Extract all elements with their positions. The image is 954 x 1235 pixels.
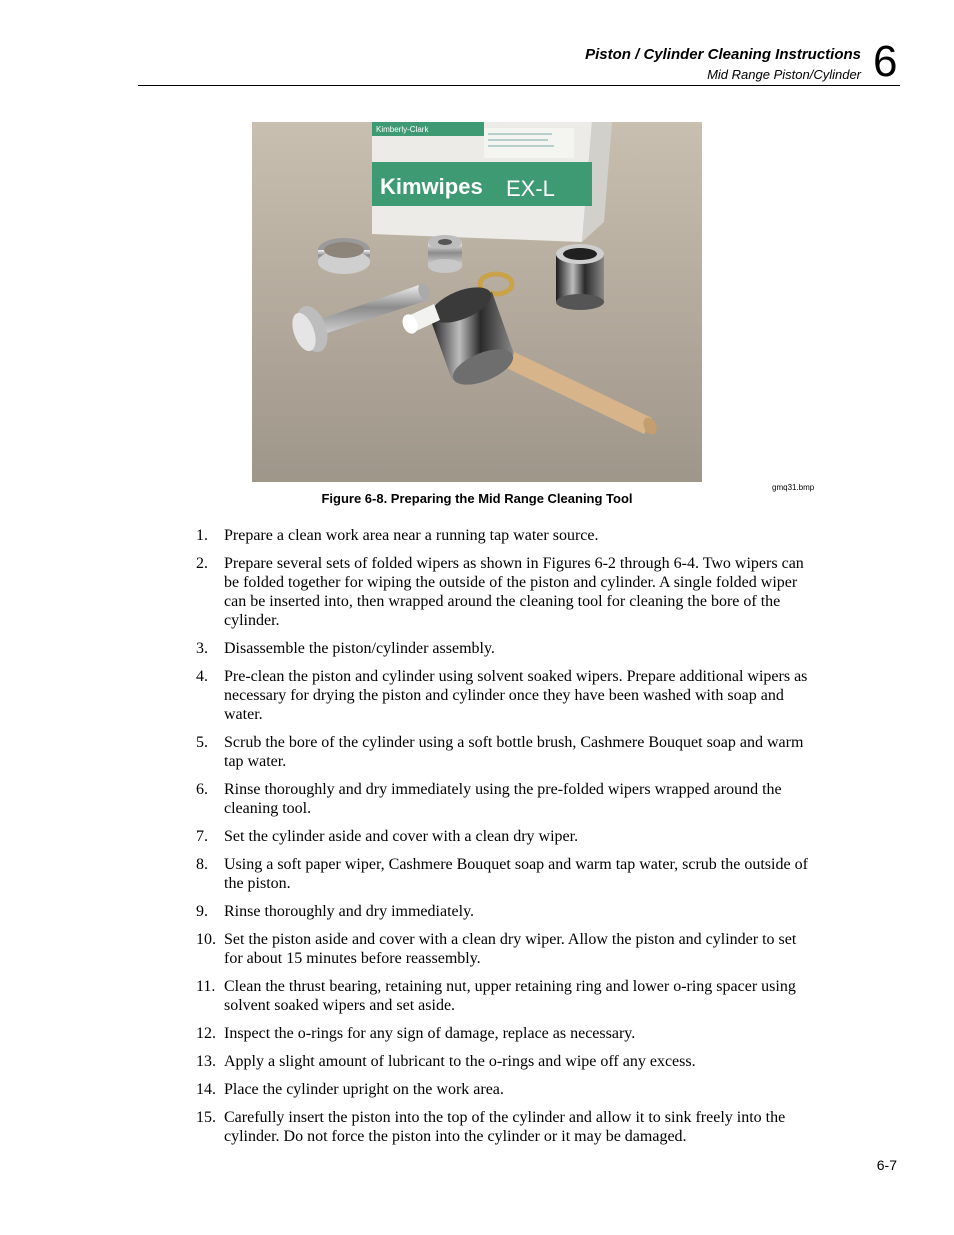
header-title: Piston / Cylinder Cleaning Instructions — [585, 46, 861, 63]
step-number: 12. — [196, 1025, 216, 1042]
step-text: Disassemble the piston/cylinder assembly. — [224, 640, 495, 657]
step-text: Apply a slight amount of lubricant to the o-rings and wipe off any excess. — [224, 1053, 696, 1070]
step-number: 9. — [196, 903, 208, 920]
list-item — [196, 855, 814, 893]
instruction-list — [196, 526, 814, 1155]
step-text: Scrub the bore of the cylinder using a soft bottle brush, Cashmere Bouquet soap and warm tap water. — [224, 734, 804, 770]
step-text: Inspect the o-rings for any sign of damage, replace as necessary. — [224, 1025, 636, 1042]
chapter-number: 6 — [873, 37, 898, 86]
list-item — [196, 902, 814, 921]
step-text: Prepare a clean work area near a running tap water source. — [224, 527, 599, 544]
step-text: Set the piston aside and cover with a clean dry wiper. Allow the piston and cylinder to set for about 15 minutes before reassembly. — [224, 931, 797, 967]
retaining-nut — [428, 235, 462, 273]
box-product: Kimwipes — [380, 174, 483, 199]
list-item — [196, 1024, 814, 1043]
step-text: Clean the thrust bearing, retaining nut, upper retaining ring and lower o-ring spacer using solvent soaked wipers and set aside. — [224, 978, 796, 1014]
step-text: Rinse thoroughly and dry immediately using the pre-folded wipers wrapped around the cleaning tool. — [224, 781, 782, 817]
list-item — [196, 1108, 814, 1146]
step-text: Place the cylinder upright on the work area. — [224, 1081, 504, 1098]
step-number: 5. — [196, 734, 208, 751]
step-number: 13. — [196, 1053, 216, 1070]
list-item — [196, 827, 814, 846]
step-number: 7. — [196, 828, 208, 845]
step-number: 1. — [196, 527, 208, 544]
step-number: 6. — [196, 781, 208, 798]
list-item — [196, 667, 814, 724]
step-number: 11. — [196, 978, 216, 995]
list-item — [196, 554, 814, 630]
list-item — [196, 733, 814, 771]
box-model: EX-L — [506, 176, 555, 201]
cylinder-sleeve — [556, 244, 604, 310]
box-brand: Kimberly-Clark — [376, 125, 429, 134]
header-subtitle: Mid Range Piston/Cylinder — [707, 67, 861, 82]
list-item — [196, 1080, 814, 1099]
list-item — [196, 977, 814, 1015]
retaining-ring — [318, 238, 370, 274]
step-number: 10. — [196, 931, 216, 948]
figure-photo — [252, 122, 702, 482]
step-text: Using a soft paper wiper, Cashmere Bouquet soap and warm tap water, scrub the outside of the piston. — [224, 856, 808, 892]
step-number: 4. — [196, 668, 208, 685]
step-text: Prepare several sets of folded wipers as shown in Figures 6-2 through 6-4. Two wipers can be folded together for wiping the outside of the piston and cylinder. A single folded wiper can be inserted into, then wrapped around the cleaning tool for cleaning the bore of the cylinder. — [224, 555, 804, 629]
step-number: 2. — [196, 555, 208, 572]
figure-caption: Figure 6-8. Preparing the Mid Range Cleaning Tool — [321, 491, 633, 506]
step-text: Rinse thoroughly and dry immediately. — [224, 903, 475, 920]
list-item — [196, 639, 814, 658]
step-number: 14. — [196, 1081, 216, 1098]
step-text: Set the cylinder aside and cover with a clean dry wiper. — [224, 828, 579, 845]
list-item — [196, 930, 814, 968]
step-text: Pre-clean the piston and cylinder using solvent soaked wipers. Prepare additional wipers as necessary for drying the piston and cylinder once they have been washed with soap and water. — [224, 668, 808, 723]
list-item — [196, 780, 814, 818]
step-number: 3. — [196, 640, 208, 657]
kimwipes-box — [372, 122, 612, 242]
figure-filename: gmq31.bmp — [772, 483, 815, 492]
step-number: 8. — [196, 856, 208, 873]
step-number: 15. — [196, 1109, 216, 1126]
list-item — [196, 526, 814, 545]
list-item — [196, 1052, 814, 1071]
step-text: Carefully insert the piston into the top of the cylinder and allow it to sink freely into the cylinder. Do not force the piston into the cylinder or it may be damaged. — [224, 1109, 786, 1145]
page-number: 6-7 — [876, 1157, 897, 1173]
header-rule — [138, 85, 900, 86]
